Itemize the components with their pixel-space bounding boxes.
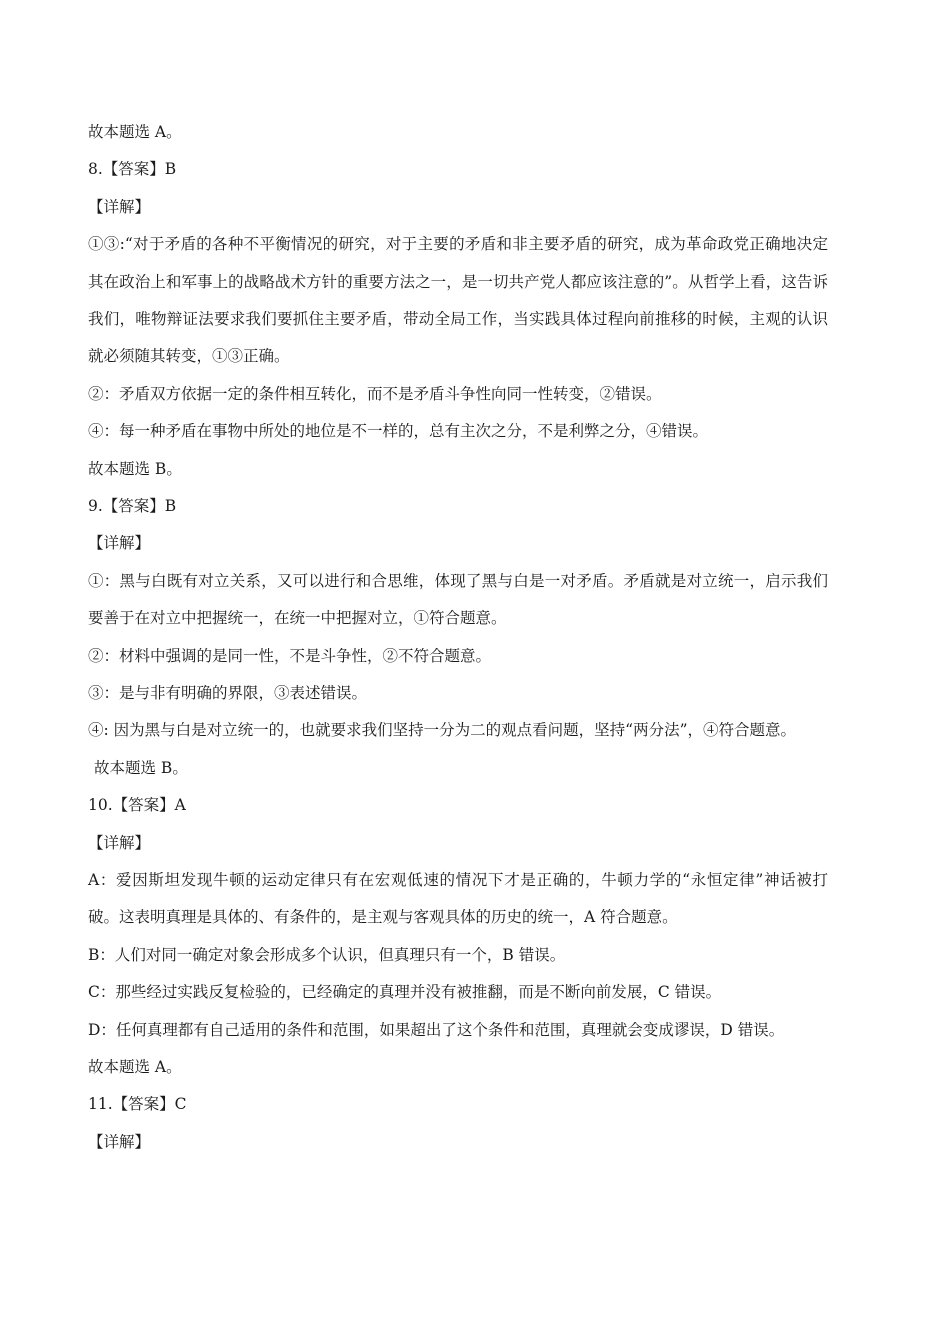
explanation-q10-option-a: A：爱因斯坦发现牛顿的运动定律只有在宏观低速的情况下才是正确的，牛顿力学的“永恒定律”神话被打破。这表明真理是具体的、有条件的，是主观与客观具体的历史的统一，A 符合题意。 <box>88 870 828 927</box>
detail-heading-q11: 【详解】 <box>88 1132 151 1151</box>
detail-heading-q9: 【详解】 <box>88 534 151 553</box>
explanation-q9-item-2: ②：材料中强调的是同一性，不是斗争性，②不符合题意。 <box>88 646 492 665</box>
conclusion-q9: 故本题选 B。 <box>94 758 188 777</box>
answer-heading-q9: 9.【答案】B <box>88 496 177 515</box>
explanation-q8-item-4: ④：每一种矛盾在事物中所处的地位是不一样的，总有主次之分，不是利弊之分，④错误。 <box>88 422 709 441</box>
explanation-q8-item-1-3: ①③:“对于矛盾的各种不平衡情况的研究，对于主要的矛盾和非主要矛盾的研究，成为革命政党正确地决定其在政治上和军事上的战略战术方针的重要方法之一，是一切共产党人都应该注意的”。从哲学上看，这告诉我们，唯物辩证法要求我们要抓住主要矛盾，带动全局工作，当实践具体过程向前推移的时候，主观的认识就必须随其转变，①③正确。 <box>88 235 828 366</box>
conclusion-q10: 故本题选 A。 <box>88 1057 182 1076</box>
answer-heading-q11: 11.【答案】C <box>88 1095 187 1114</box>
explanation-q9-item-1: ①：黑与白既有对立关系，又可以进行和合思维，体现了黑与白是一对矛盾。矛盾就是对立统一，启示我们要善于在对立中把握统一，在统一中把握对立，①符合题意。 <box>88 571 828 628</box>
answer-heading-q10: 10.【答案】A <box>88 796 186 815</box>
explanation-q10-option-c: C：那些经过实践反复检验的，已经确定的真理并没有被推翻，而是不断向前发展，C 错误。 <box>88 983 722 1002</box>
explanation-q10-option-d: D：任何真理都有自己适用的条件和范围，如果超出了这个条件和范围，真理就会变成谬误，D 错误。 <box>88 1020 785 1039</box>
explanation-q8-item-2: ②：矛盾双方依据一定的条件相互转化，而不是矛盾斗争性向同一性转变，②错误。 <box>88 384 662 403</box>
explanation-q10-option-b: B：人们对同一确定对象会形成多个认识，但真理只有一个，B 错误。 <box>88 945 566 964</box>
conclusion-q8: 故本题选 B。 <box>88 459 182 478</box>
detail-heading-q10: 【详解】 <box>88 833 151 852</box>
detail-heading-q8: 【详解】 <box>88 197 151 216</box>
explanation-q9-item-4: ④: 因为黑与白是对立统一的，也就要求我们坚持一分为二的观点看问题，坚持“两分法”，④符合题意。 <box>88 721 797 740</box>
conclusion-q7: 故本题选 A。 <box>88 123 182 141</box>
answer-explanations <box>88 114 828 1161</box>
explanation-q9-item-3: ③：是与非有明确的界限，③表述错误。 <box>88 683 368 702</box>
answer-heading-q8: 8.【答案】B <box>88 160 177 179</box>
